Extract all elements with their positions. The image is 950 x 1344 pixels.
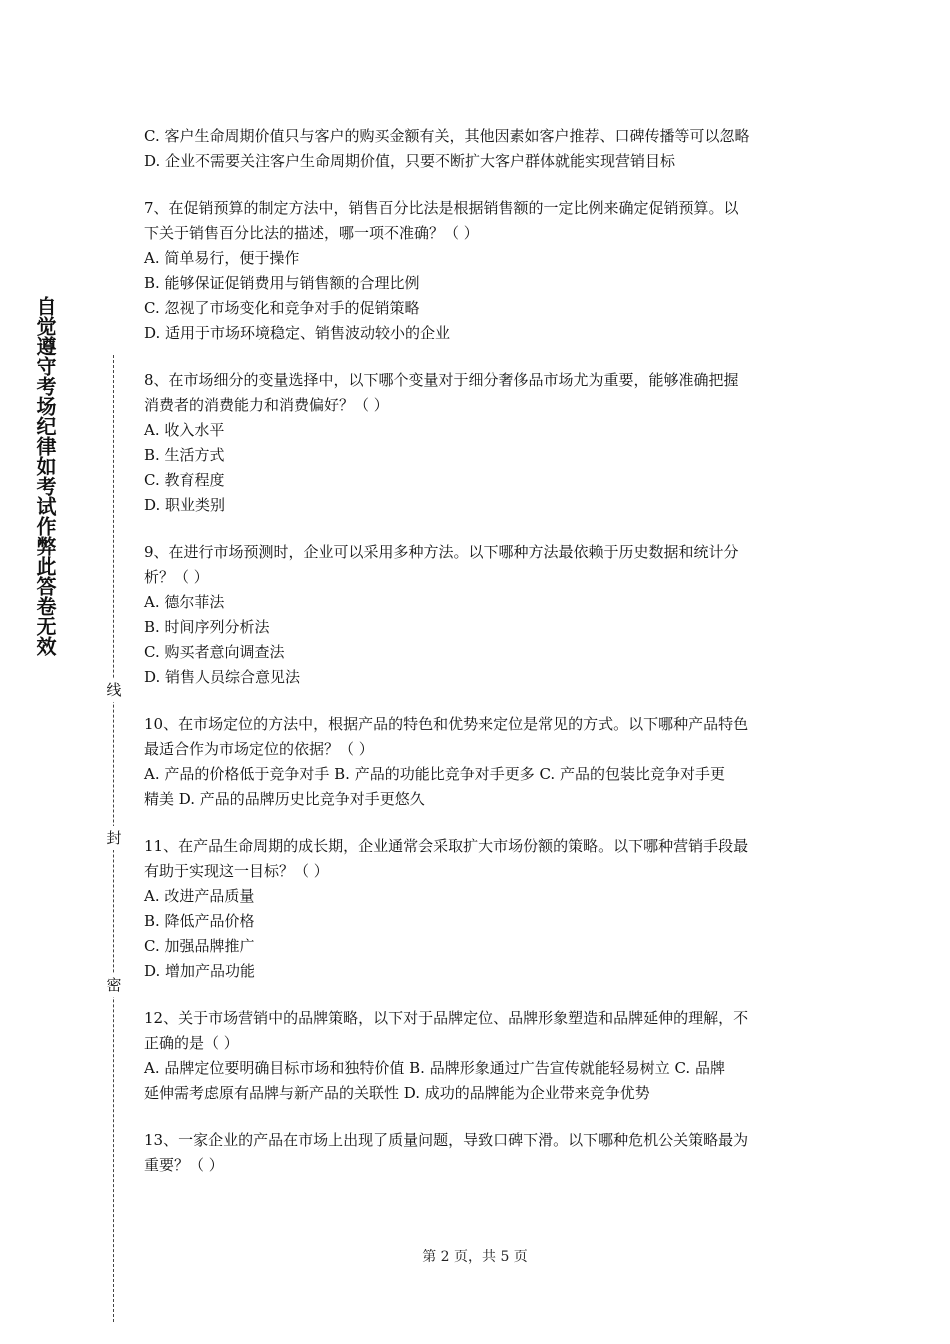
- question-10: [144, 712, 810, 812]
- option-d: D. 适用于市场环境稳定、销售波动较小的企业: [144, 324, 451, 342]
- question-stem: 7、在促销预算的制定方法中，销售百分比法是根据销售额的一定比例来确定促销预算。以: [144, 199, 739, 217]
- binding-label-line: 线: [103, 678, 125, 702]
- question-stem: 析？（ ）: [144, 568, 209, 586]
- option-c: C. 客户生命周期价值只与客户的购买金额有关，其他因素如客户推荐、口碑传播等可以忽略: [144, 127, 750, 145]
- option-b: B. 降低产品价格: [144, 912, 255, 930]
- question-stem: 11、在产品生命周期的成长期，企业通常会采取扩大市场份额的策略。以下哪种营销手段最: [144, 837, 749, 855]
- option-b: B. 生活方式: [144, 446, 225, 464]
- question-stem: 12、关于市场营销中的品牌策略，以下对于品牌定位、品牌形象塑造和品牌延伸的理解，不: [144, 1009, 749, 1027]
- question-stem: 10、在市场定位的方法中，根据产品的特色和优势来定位是常见的方式。以下哪种产品特色: [144, 715, 749, 733]
- question-11: [144, 834, 810, 984]
- option-a: A. 简单易行，便于操作: [144, 249, 300, 267]
- question-12: [144, 1006, 810, 1106]
- inline-options: A. 产品的价格低于竞争对手 B. 产品的功能比竞争对手更多 C. 产品的包装比竞争对手更: [144, 765, 725, 783]
- exam-discipline-notice: 自觉遵守考场纪律如考试作弊此答卷无效: [33, 296, 57, 656]
- question-stem: 重要？（ ）: [144, 1156, 224, 1174]
- option-c: C. 教育程度: [144, 471, 225, 489]
- binding-label-secret: 密: [103, 973, 125, 997]
- option-d: D. 企业不需要关注客户生命周期价值，只要不断扩大客户群体就能实现营销目标: [144, 152, 676, 170]
- question-stem: 9、在进行市场预测时，企业可以采用多种方法。以下哪种方法最依赖于历史数据和统计分: [144, 543, 739, 561]
- option-a: A. 改进产品质量: [144, 887, 255, 905]
- page-number: 第 2 页，共 5 页: [422, 1249, 528, 1265]
- question-stem: 最适合作为市场定位的依据？（ ）: [144, 740, 374, 758]
- question-stem: 消费者的消费能力和消费偏好？（ ）: [144, 396, 389, 414]
- question-7: [144, 196, 810, 346]
- option-a: A. 收入水平: [144, 421, 225, 439]
- exam-content: [144, 124, 810, 1178]
- inline-options: 精美 D. 产品的品牌历史比竞争对手更悠久: [144, 790, 425, 808]
- inline-options: A. 品牌定位要明确目标市场和独特价值 B. 品牌形象通过广告宣传就能轻易树立 C. 品牌: [144, 1059, 725, 1077]
- inline-options: 延伸需考虑原有品牌与新产品的关联性 D. 成功的品牌能为企业带来竞争优势: [144, 1084, 650, 1102]
- question-stem: 下关于销售百分比法的描述，哪一项不准确？（ ）: [144, 224, 479, 242]
- question-9: [144, 540, 810, 690]
- option-c: C. 忽视了市场变化和竞争对手的促销策略: [144, 299, 420, 317]
- option-c: C. 加强品牌推广: [144, 937, 255, 955]
- question-13: [144, 1128, 810, 1178]
- option-d: D. 销售人员综合意见法: [144, 668, 301, 686]
- option-d: D. 增加产品功能: [144, 962, 256, 980]
- option-a: A. 德尔菲法: [144, 593, 225, 611]
- question-stem: 8、在市场细分的变量选择中，以下哪个变量对于细分奢侈品市场尤为重要，能够准确把握: [144, 371, 739, 389]
- question-stem: 正确的是（ ）: [144, 1034, 239, 1052]
- question-8: [144, 368, 810, 518]
- carryover-options: [144, 124, 810, 174]
- question-stem: 13、一家企业的产品在市场上出现了质量问题，导致口碑下滑。以下哪种危机公关策略最为: [144, 1131, 749, 1149]
- option-b: B. 能够保证促销费用与销售额的合理比例: [144, 274, 420, 292]
- binding-label-seal: 封: [103, 826, 125, 850]
- option-d: D. 职业类别: [144, 496, 226, 514]
- option-b: B. 时间序列分析法: [144, 618, 270, 636]
- option-c: C. 购买者意向调查法: [144, 643, 285, 661]
- question-stem: 有助于实现这一目标？（ ）: [144, 862, 329, 880]
